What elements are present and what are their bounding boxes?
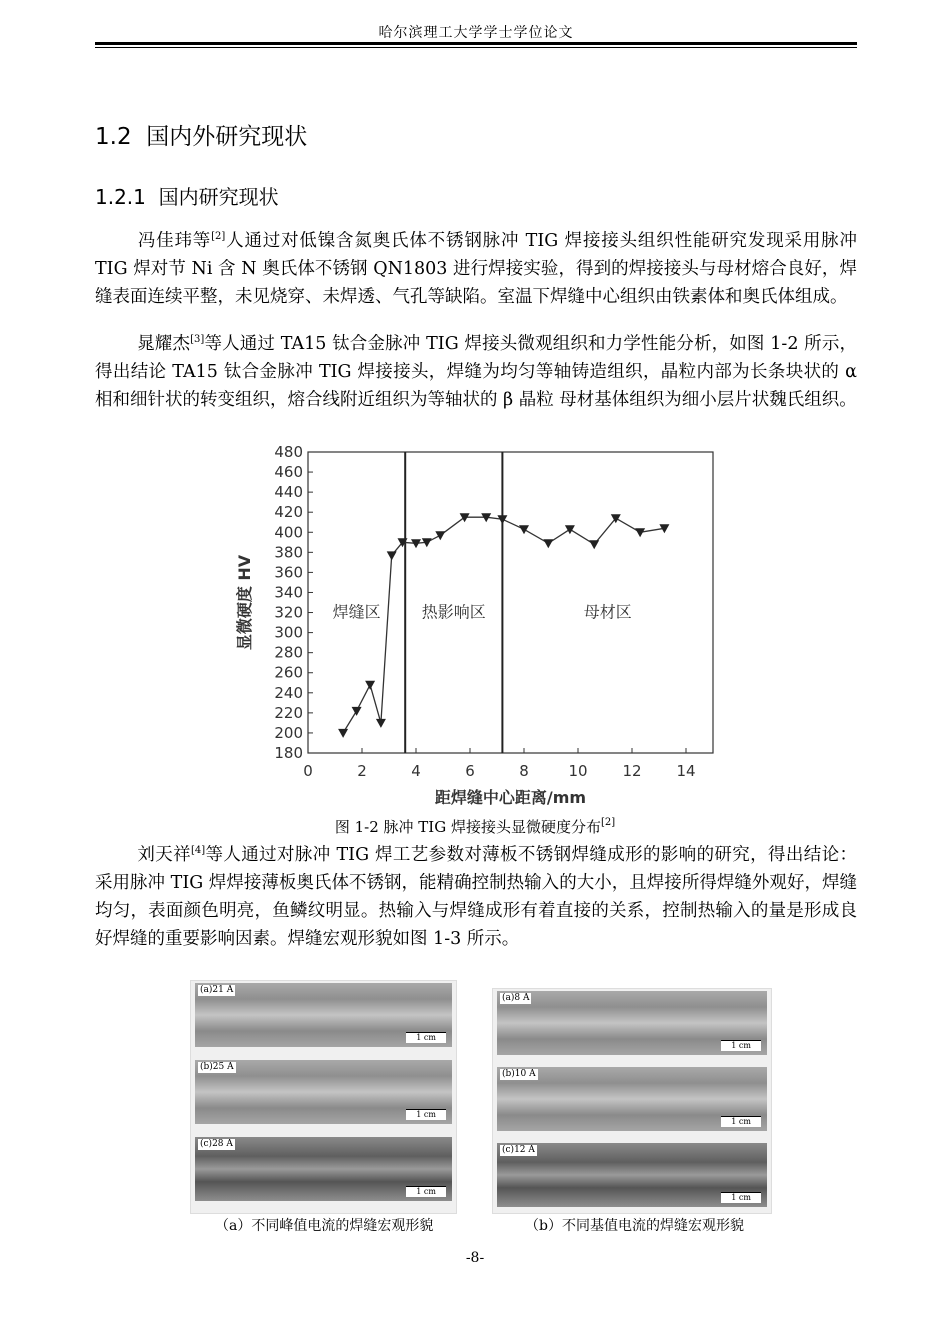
y-tick-label: 440 — [274, 483, 303, 502]
citation: [2] — [211, 231, 226, 242]
weld-bead-panel — [497, 1143, 767, 1207]
hardness-chart — [228, 440, 723, 810]
data-point — [338, 729, 348, 738]
data-point — [387, 551, 397, 560]
y-tick-label: 240 — [274, 683, 303, 702]
y-tick-label: 360 — [274, 563, 303, 582]
citation: [4] — [190, 845, 206, 856]
y-tick-label: 340 — [274, 583, 303, 602]
section-title: 国内外研究现状 — [146, 124, 308, 150]
region-label: 热影响区 — [421, 602, 486, 622]
y-tick-label: 460 — [274, 463, 303, 482]
weld-bead-panel — [195, 1060, 452, 1124]
scale-bar: 1 cm — [406, 1186, 446, 1197]
figure-caption: 图 1-2 脉冲 TIG 焊接接头显微硬度分布[2] — [334, 817, 616, 836]
y-tick-label: 400 — [274, 523, 303, 542]
paragraph-3: 刘天祥[4]等人通过对脉冲 TIG 焊工艺参数对薄板不锈钢焊缝成形的影响的研究，得出结论：采用脉冲 TIG 焊焊接薄板奥氏体不锈钢，能精确控制热输入的大小，且焊接所得焊缝外观好，焊缝均匀，表面颜色明亮，鱼鳞纹明显。热输入与焊缝成形有着直接的关系，控制热输入的量是形成良好焊缝的重要影响因素。焊缝宏观形貌如图 1-3 所示。 — [95, 845, 857, 949]
citation: [3] — [190, 334, 205, 345]
x-tick-label: 6 — [465, 762, 475, 780]
weld-photo-base-current — [492, 988, 772, 1214]
weld-photo-peak-current — [190, 980, 457, 1214]
section-number: 1.2 — [95, 124, 132, 150]
y-tick-label: 420 — [274, 503, 303, 522]
scale-bar: 1 cm — [721, 1116, 761, 1127]
subfigure-caption-b: （b）不同基值电流的焊缝宏观形貌 — [525, 1218, 744, 1234]
data-point — [635, 528, 645, 537]
hardness-line — [343, 517, 664, 733]
data-point — [376, 719, 386, 728]
scale-bar: 1 cm — [406, 1032, 446, 1043]
panel-label: (a)8 A — [502, 993, 530, 1003]
weld-bead-panel — [195, 1137, 452, 1201]
scale-bar: 1 cm — [406, 1109, 446, 1120]
data-point — [365, 681, 375, 690]
panel-label: (b)10 A — [502, 1069, 536, 1079]
y-tick-label: 300 — [274, 623, 303, 642]
panel-label: (c)12 A — [502, 1145, 535, 1155]
data-point — [519, 525, 529, 534]
subsection-heading — [95, 181, 279, 210]
data-point — [411, 539, 421, 548]
panel-label: (c)28 A — [200, 1139, 233, 1149]
weld-bead-panel — [497, 991, 767, 1055]
paragraph-2: 晁耀杰[3]等人通过 TA15 钛合金脉冲 TIG 焊接头微观组织和力学性能分析，如图 1-2 所示，得出结论 TA15 钛合金脉冲 TIG 焊接接头，焊缝为均匀等轴铸造组织，晶粒内部为长条块状的 α 相和细针状的转变组织，熔合线附近组织为等轴状的 β 晶粒 母材基体组织为细小层片状魏氏组织。 — [95, 334, 857, 410]
y-tick-label: 280 — [274, 643, 303, 662]
y-tick-label: 480 — [274, 443, 303, 461]
y-tick-label: 220 — [274, 703, 303, 722]
weld-bead-panel — [497, 1067, 767, 1131]
x-tick-label: 12 — [622, 762, 642, 780]
paragraph-1: 冯佳玮等[2]人通过对低镍含氮奥氏体不锈钢脉冲 TIG 焊接接头组织性能研究发现采用脉冲 TIG 焊对节 Ni 含 N 奥氏体不锈钢 QN1803 进行焊接实验，得到的焊接接头与母材熔合良好，焊缝表面连续平整，未见烧穿、未焊透、气孔等缺陷。室温下焊缝中心组织由铁素体和奥氏体组成。 — [95, 231, 857, 307]
data-point — [565, 525, 575, 534]
scale-bar: 1 cm — [721, 1040, 761, 1051]
data-point — [543, 539, 553, 548]
data-point — [589, 540, 599, 549]
region-label: 焊缝区 — [332, 602, 381, 622]
section-heading — [95, 118, 307, 151]
y-tick-label: 320 — [274, 603, 303, 622]
x-tick-label: 4 — [411, 762, 421, 780]
x-tick-label: 0 — [303, 762, 313, 780]
x-tick-label: 8 — [519, 762, 529, 780]
data-point — [435, 531, 445, 540]
header-rule-thin — [95, 47, 857, 48]
x-tick-label: 14 — [676, 762, 696, 780]
x-tick-label: 10 — [568, 762, 588, 780]
y-tick-label: 380 — [274, 543, 303, 562]
weld-bead-panel — [195, 983, 452, 1047]
header-rule-thick — [95, 42, 857, 45]
subsection-title: 国内研究现状 — [158, 185, 279, 209]
x-tick-label: 2 — [357, 762, 367, 780]
panel-label: (b)25 A — [200, 1062, 234, 1072]
subfigure-caption-a: （a）不同峰值电流的焊缝宏观形貌 — [215, 1218, 434, 1234]
y-axis-label: 显微硬度 HV — [235, 554, 254, 651]
data-point — [352, 707, 362, 716]
y-tick-label: 180 — [274, 744, 303, 762]
x-axis-label: 距焊缝中心距离/mm — [434, 788, 587, 807]
y-tick-label: 260 — [274, 663, 303, 682]
region-label: 母材区 — [583, 602, 632, 622]
data-point — [497, 515, 507, 524]
page-number: -8- — [465, 1250, 485, 1266]
y-tick-label: 200 — [274, 723, 303, 742]
scale-bar: 1 cm — [721, 1192, 761, 1203]
running-header: 哈尔滨理工大学学士学位论文 — [378, 25, 574, 41]
subsection-number: 1.2.1 — [95, 185, 146, 209]
panel-label: (a)21 A — [200, 985, 234, 995]
